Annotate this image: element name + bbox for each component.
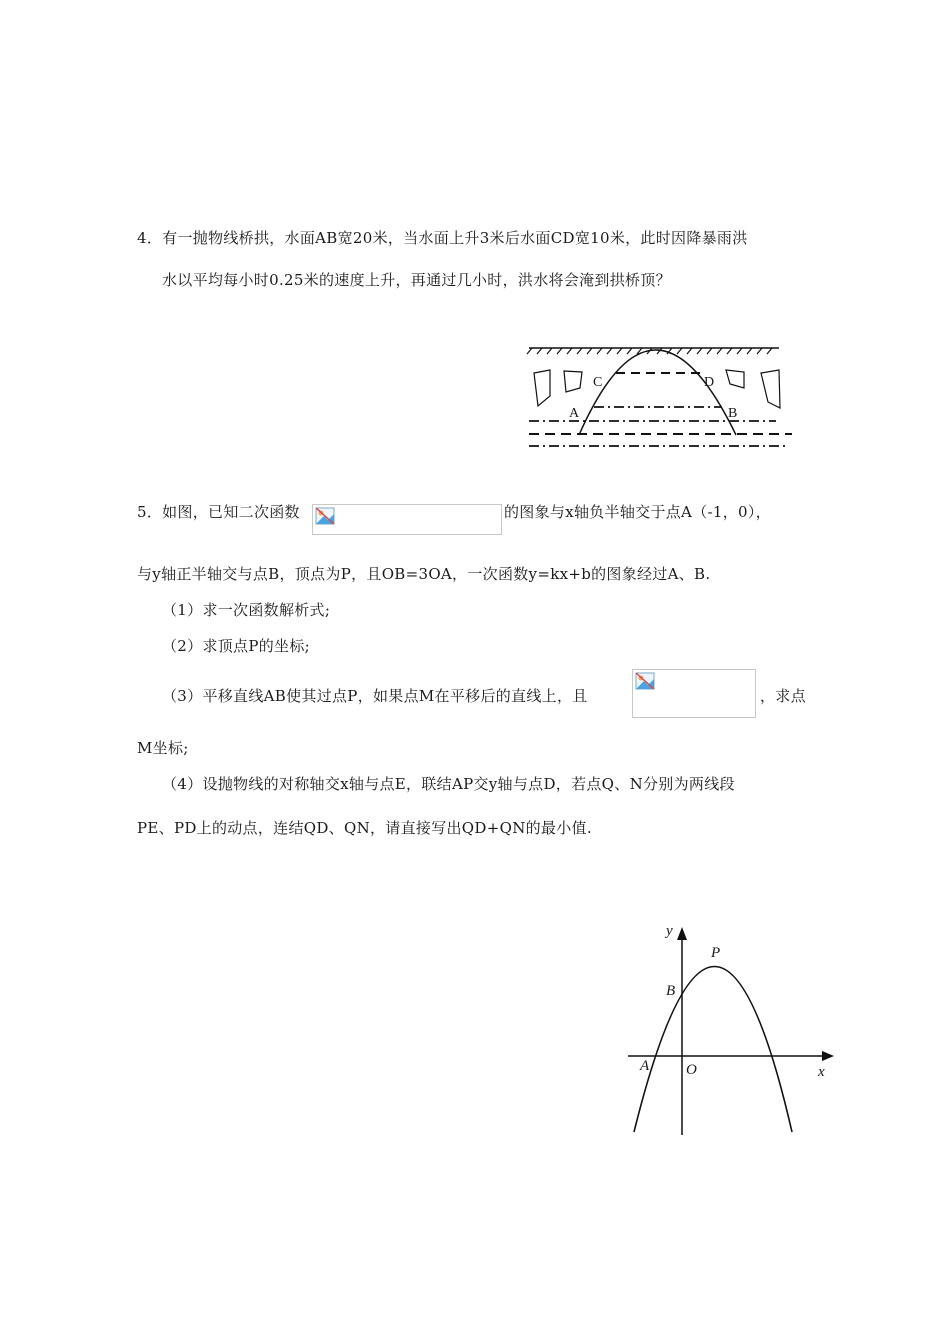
pier-shape-4 — [761, 370, 780, 408]
label-y: y — [666, 923, 673, 939]
q5-text-line1-post: 的图象与x轴负半轴交于点A（-1，0）， — [504, 503, 771, 521]
q5-sub1: （1）求一次函数解析式; — [162, 601, 331, 619]
q5-sub3-post: ，求点 — [760, 687, 806, 705]
pier-shape-1 — [534, 370, 550, 406]
broken-image-icon — [315, 507, 335, 525]
parabola-graph-figure — [620, 915, 850, 1145]
q5-text-line2: 与y轴正半轴交与点B，顶点为P，且OB=3OA，一次函数y=kx+b的图象经过A、B. — [137, 565, 711, 583]
label-b: B — [666, 983, 676, 999]
q5-sub3-pre: （3）平移直线AB使其过点P，如果点M在平移后的直线上，且 — [162, 687, 588, 705]
q5-sub3-cont: M坐标; — [137, 739, 189, 757]
label-a: A — [569, 406, 580, 421]
broken-image-icon — [635, 672, 655, 690]
q4-text-line1: 4．有一抛物线桥拱，水面AB宽20米，当水面上升3米后水面CD宽10米，此时因降暴雨洪 — [137, 229, 748, 247]
label-c: C — [593, 375, 603, 390]
label-p: P — [711, 945, 721, 961]
pier-shape-3 — [726, 370, 744, 388]
bridge-arch-figure — [524, 340, 794, 455]
label-a: A — [640, 1058, 650, 1074]
q5-text-line1-pre: 5．如图，已知二次函数 — [137, 503, 300, 521]
q4-text-line2: 水以平均每小时0.25米的速度上升，再通过几小时，洪水将会淹到拱桥顶？ — [162, 271, 671, 289]
pier-shape-2 — [564, 371, 582, 392]
condition-image-placeholder — [632, 669, 756, 718]
label-d: D — [704, 375, 715, 390]
q5-sub4-line1: （4）设抛物线的对称轴交x轴与点E，联结AP交y轴与点D，若点Q、N分别为两线段 — [162, 775, 735, 793]
q5-sub4-line2: PE、PD上的动点，连结QD、QN，请直接写出QD+QN的最小值. — [137, 819, 592, 837]
label-x: x — [818, 1064, 825, 1080]
arch-parabola — [579, 350, 736, 435]
label-o: O — [686, 1062, 697, 1078]
parabola-curve — [634, 967, 792, 1133]
label-b: B — [728, 406, 738, 421]
x-axis-arrow — [822, 1051, 834, 1061]
y-axis-arrow — [677, 927, 687, 940]
formula-image-placeholder — [312, 504, 502, 535]
q5-sub2: （2）求顶点P的坐标; — [162, 637, 310, 655]
